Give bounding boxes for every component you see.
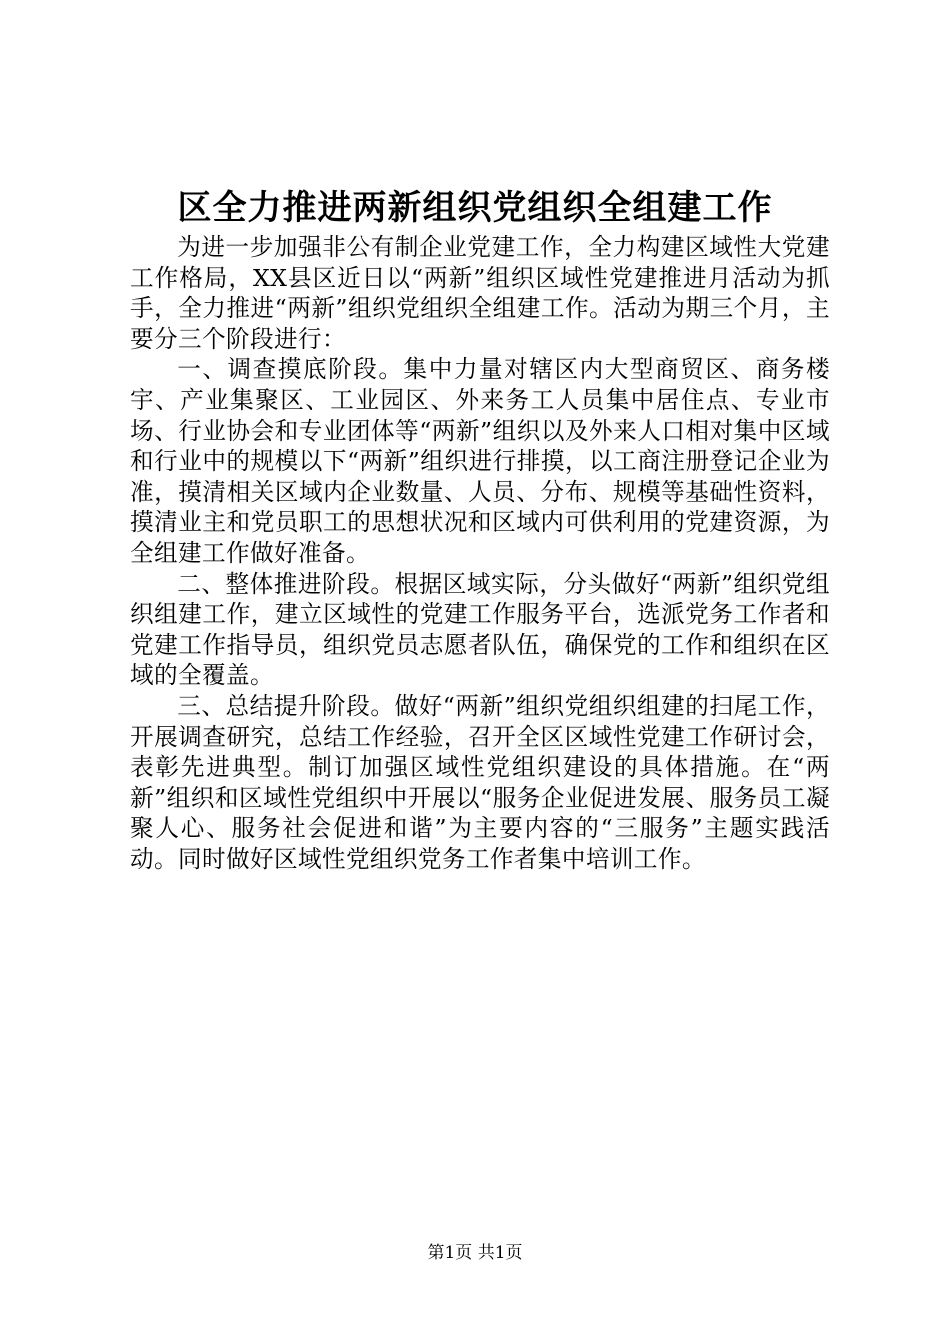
document-title: 区全力推进两新组织党组织全组建工作 bbox=[177, 188, 773, 228]
paragraph-stage-two: 二、整体推进阶段。根据区域实际，分头做好“两新”组织党组织组建工作，建立区域性的党建工作服务平台，选派党务工作者和党建工作指导员，组织党员志愿者队伍，确保党的工作和组织在区域的全覆盖。 bbox=[130, 569, 830, 690]
paragraph-stage-one: 一、调查摸底阶段。集中力量对辖区内大型商贸区、商务楼宇、产业集聚区、工业园区、外来务工人员集中居住点、专业市场、行业协会和专业团体等“两新”组织以及外来人口相对集中区域和行业中的规模以下“两新”组织进行排摸，以工商注册登记企业为准，摸清相关区域内企业数量、人员、分布、规模等基础性资料，摸清业主和党员职工的思想状况和区域内可供利用的党建资源，为全组建工作做好准备。 bbox=[130, 355, 830, 567]
paragraph-stage-three: 三、总结提升阶段。做好“两新”组织党组织组建的扫尾工作，开展调查研究，总结工作经验，召开全区区域性党建工作研讨会，表彰先进典型。制订加强区域性党组织建设的具体措施。在“两新”组织和区域性党组织中开展以“服务企业促进发展、服务员工凝聚人心、服务社会促进和谐”为主要内容的“三服务”主题实践活动。同时做好区域性党组织党务工作者集中培训工作。 bbox=[130, 691, 830, 873]
paragraph-intro: 为进一步加强非公有制企业党建工作，全力构建区域性大党建工作格局，XX县区近日以“两新”组织区域性党建推进月活动为抓手，全力推进“两新”组织党组织全组建工作。活动为期三个月，主要分三个阶段进行： bbox=[130, 233, 830, 353]
document-body bbox=[130, 232, 830, 874]
page-number-footer: 第1页 共1页 bbox=[427, 1243, 523, 1263]
